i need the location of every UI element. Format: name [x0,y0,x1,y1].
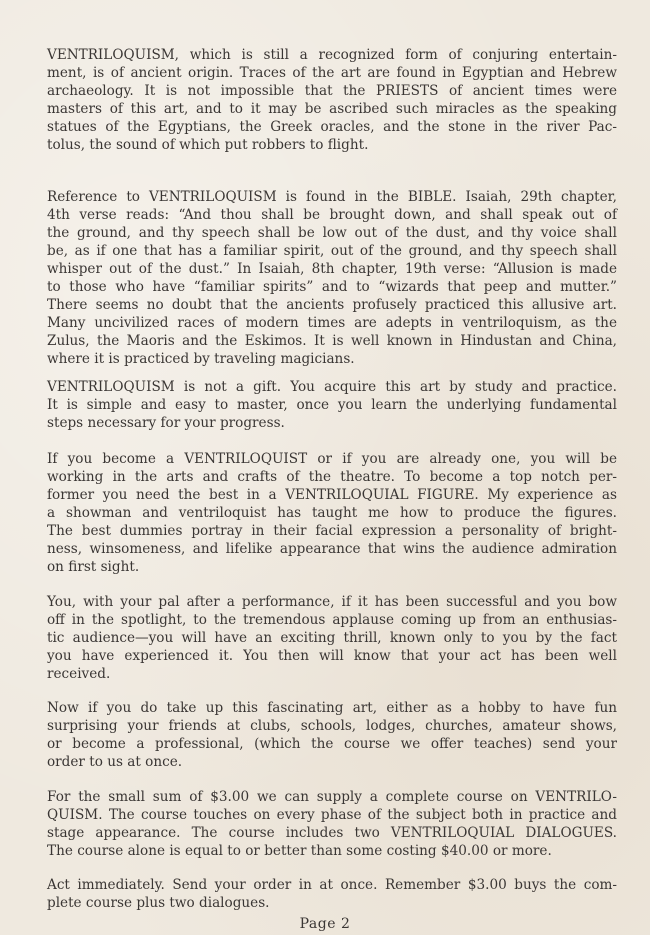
paragraph-origin [47,46,617,154]
text-line: surprising your friends at clubs, schools, lodges, churches, amateur shows, [47,718,617,734]
text-line: whisper out of the dust.” In Isaiah, 8th chapter, 19th verse: “Allusion is made [47,261,617,277]
text-line: or become a professional, (which the course we offer teaches) send your [47,736,617,752]
text-line: 4th verse reads: “And thou shall be brought down, and shall speak out of [47,207,617,223]
text-line: ment, is of ancient origin. Traces of the art are found in Egyptian and Hebrew [47,65,617,81]
text-line: plete course plus two dialogues. [47,895,270,911]
paragraph-bible-reference [47,188,617,368]
text-line: to those who have “familiar spirits” and to “wizards that peep and mutter.” [47,279,617,295]
text-line: received. [47,666,111,682]
text-line: Zulus, the Maoris and the Eskimos. It is well known in Hindustan and China, [47,333,617,349]
text-line: where it is practiced by traveling magicians. [47,351,355,367]
text-line: It is simple and easy to master, once you learn the underlying fundamental [47,397,617,413]
paragraph-course-offer [47,788,617,860]
text-line: There seems no doubt that the ancients profusely practiced this allusive art. [47,297,617,313]
paragraph-not-a-gift [47,378,617,432]
paragraph-act-immediately [47,876,617,912]
text-line: The course alone is equal to or better than some costing $40.00 or more. [47,843,552,859]
paragraph-take-up [47,699,617,771]
text-line: a showman and ventriloquist has taught me how to produce the figures. [47,505,617,521]
text-line: working in the arts and crafts of the theatre. To become a top notch per- [47,469,617,485]
text-line: statues of the Egyptians, the Greek oracles, and the stone in the river Pac- [47,119,617,135]
text-line: archaeology. It is not impossible that the PRIESTS of ancient times were [47,83,617,99]
text-line: ness, winsomeness, and lifelike appearance that wins the audience admiration [47,541,617,557]
page-number: Page 2 [299,916,351,932]
text-line: order to us at once. [47,754,183,770]
text-line: For the small sum of $3.00 we can supply a complete course on VENTRILO- [47,789,617,805]
text-line: the ground, and thy speech shall be low out of the dust, and thy voice shall [47,225,617,241]
text-line: Many uncivilized races of modern times are adepts in ventriloquism, as the [47,315,617,331]
text-line: stage appearance. The course includes two VENTRILOQUIAL DIALOGUES. [47,825,617,841]
text-line: The best dummies portray in their facial expression a personality of bright- [47,523,617,539]
text-line: Now if you do take up this fascinating art, either as a hobby to have fun [47,700,617,716]
text-line: VENTRILOQUISM is not a gift. You acquire this art by study and practice. [47,379,617,395]
text-line: tolus, the sound of which put robbers to flight. [47,137,369,153]
text-line: masters of this art, and to it may be ascribed such miracles as the speaking [47,101,617,117]
text-line: VENTRILOQUISM, which is still a recognized form of conjuring entertain- [47,47,617,63]
text-line: Act immediately. Send your order in at once. Remember $3.00 buys the com- [47,877,617,893]
text-line: QUISM. The course touches on every phase of the subject both in practice and [47,807,617,823]
text-line: you have experienced it. You then will know that your act has been well [47,648,617,664]
paragraph-performance [47,593,617,683]
text-line: tic audience—you will have an exciting thrill, known only to you by the fact [47,630,617,646]
text-line: former you need the best in a VENTRILOQUIAL FIGURE. My experience as [47,487,617,503]
text-line: Reference to VENTRILOQUISM is found in the BIBLE. Isaiah, 29th chapter, [47,189,617,205]
text-line: You, with your pal after a performance, if it has been successful and you bow [47,594,617,610]
text-line: be, as if one that has a familiar spirit, out of the ground, and thy speech shall [47,243,617,259]
text-line: If you become a VENTRILOQUIST or if you are already one, you will be [47,451,617,467]
text-line: on first sight. [47,559,140,575]
text-line: steps necessary for your progress. [47,415,285,431]
paragraph-become-ventriloquist [47,450,617,576]
text-line: off in the spotlight, to the tremendous applause coming up from an enthusias- [47,612,617,628]
